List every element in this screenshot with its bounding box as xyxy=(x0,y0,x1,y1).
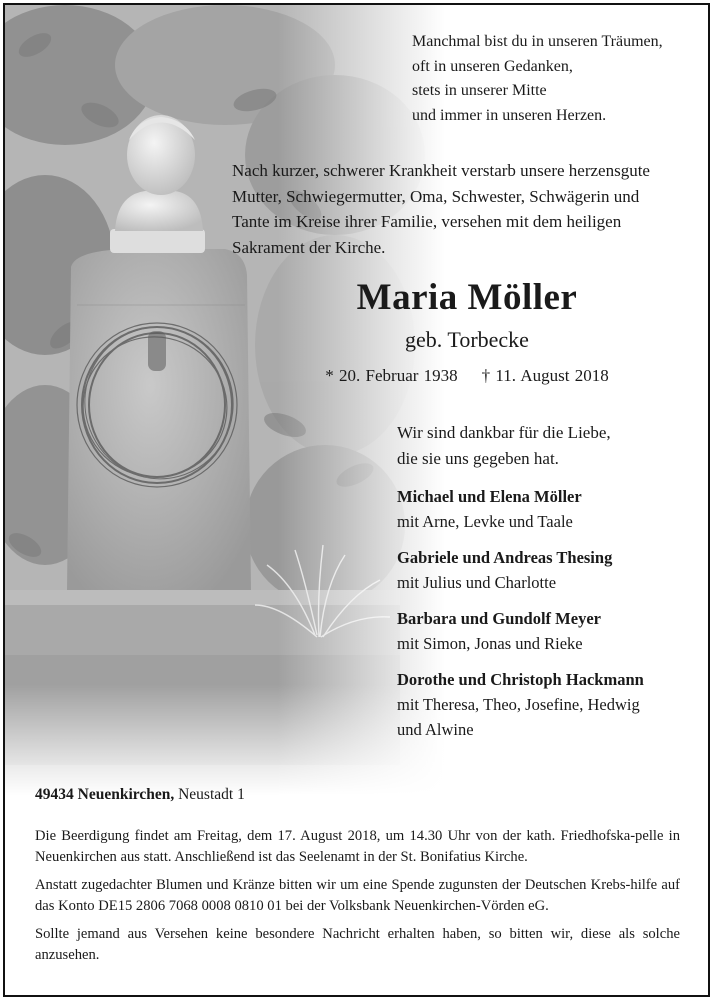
address-street: Neustadt 1 xyxy=(178,786,245,803)
fountain-illustration xyxy=(5,5,445,795)
fountain-photo xyxy=(5,5,445,795)
address-city: 49434 Neuenkirchen, xyxy=(35,786,175,803)
poem-line: und immer in unseren Herzen. xyxy=(412,106,607,124)
intro-line: Mutter, Schwiegermutter, Oma, Schwester, Schwägerin und xyxy=(232,186,640,206)
intro-line: Nach kurzer, schwerer Krankheit verstarb unsere herzensgute xyxy=(232,161,650,180)
poem-line: oft in unseren Gedanken, xyxy=(412,57,573,75)
family-entry xyxy=(397,545,697,595)
mourning-address xyxy=(35,786,695,804)
poem-line: stets in unserer Mitte xyxy=(412,82,547,99)
thanks-line: die sie uns gegeben hat. xyxy=(397,449,559,468)
donation-info: Anstatt zugedachter Blumen und Kränze bitten wir um eine Spende zugunsten der Deutschen Krebs-hilfe auf das Konto DE15 2806 7068 0008 0810 01 bei der Volksbank Neuenkirchen-Vörden eG. xyxy=(35,877,680,914)
deceased-name: Maria Möller xyxy=(356,277,578,318)
family-members: und Alwine xyxy=(397,720,474,739)
family-entry xyxy=(397,606,697,656)
family-members: mit Simon, Jonas und Rieke xyxy=(397,634,583,653)
family-members: mit Julius und Charlotte xyxy=(397,573,557,592)
notification-info: Sollte jemand aus Versehen keine besondere Nachricht erhalten haben, so bitten wir, diese als solche anzusehen. xyxy=(35,926,680,963)
thanks-line: Wir sind dankbar für die Liebe, xyxy=(397,423,611,442)
life-dates xyxy=(232,366,702,386)
funeral-notes xyxy=(35,826,680,973)
family-members: mit Arne, Levke und Taale xyxy=(397,512,573,531)
death-date: † 11. August 2018 xyxy=(481,366,609,385)
family-name: Gabriele und Andreas Thesing xyxy=(397,548,613,567)
mourners-list xyxy=(397,484,697,753)
family-name: Dorothe und Christoph Hackmann xyxy=(397,670,644,689)
family-entry xyxy=(397,667,697,742)
family-name: Michael und Elena Möller xyxy=(397,487,582,506)
intro-line: Tante im Kreise ihrer Familie, versehen mit dem heiligen xyxy=(232,212,622,231)
family-entry xyxy=(397,484,697,534)
death-announcement-text xyxy=(232,158,702,260)
intro-line: Sakrament der Kirche. xyxy=(232,237,386,257)
memorial-poem xyxy=(412,30,702,128)
family-name: Barbara und Gundolf Meyer xyxy=(397,609,601,628)
funeral-info: Die Beerdigung findet am Freitag, dem 17. August 2018, um 14.30 Uhr von der kath. Friedhofska-pelle in Neuenkirchen aus statt. Anschließend ist das Seelenamt in der St. Bonifatius Kirche. xyxy=(35,828,680,865)
gratitude-text xyxy=(397,420,697,472)
poem-line: Manchmal bist du in unseren Träumen, xyxy=(412,33,663,50)
family-members: mit Theresa, Theo, Josefine, Hedwig xyxy=(397,695,640,714)
birth-date: * 20. Februar 1938 xyxy=(325,366,458,385)
maiden-name: geb. Torbecke xyxy=(405,327,529,352)
